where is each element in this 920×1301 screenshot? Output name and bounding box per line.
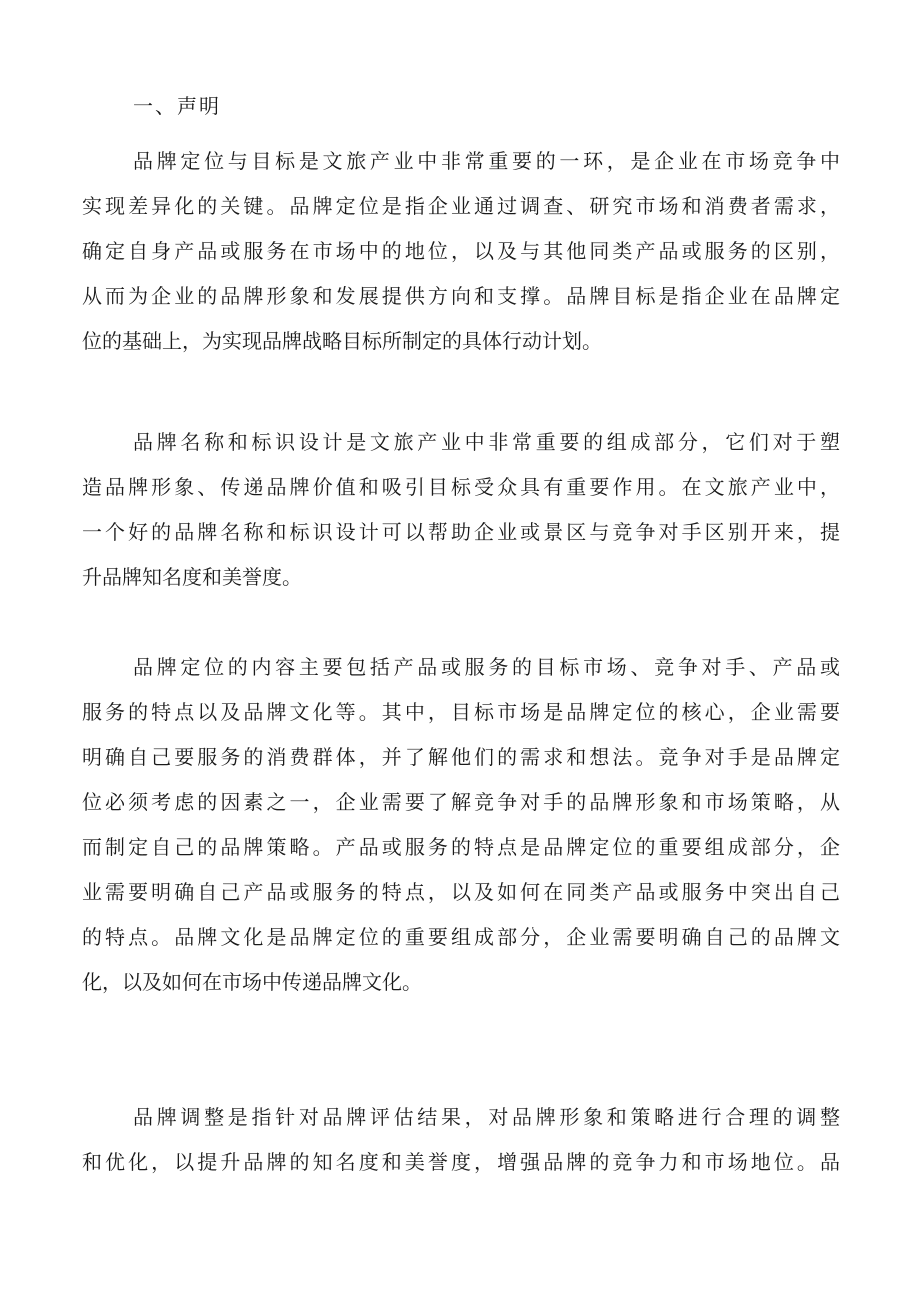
paragraph-4 [82,1095,840,1185]
paragraph-line: 明确自己要服务的消费群体，并了解他们的需求和想法。竞争对手是品牌定 [82,745,840,769]
paragraph-line: 品牌定位的内容主要包括产品或服务的目标市场、竞争对手、产品或 [133,655,840,679]
paragraph-line: 位必须考虑的因素之一，企业需要了解竞争对手的品牌形象和市场策略，从 [82,790,840,814]
paragraph-line: 化，以及如何在市场中传递品牌文化。 [82,970,422,994]
paragraph-1 [82,139,840,364]
paragraph-line: 而制定自己的品牌策略。产品或服务的特点是品牌定位的重要组成部分，企 [82,835,840,859]
paragraph-line: 品牌名称和标识设计是文旅产业中非常重要的组成部分，它们对于塑 [133,430,840,454]
paragraph-line: 确定自身产品或服务在市场中的地位，以及与其他同类产品或服务的区别， [82,239,840,263]
paragraph-line: 从而为企业的品牌形象和发展提供方向和支撑。品牌目标是指企业在品牌定 [82,284,840,308]
paragraph-line: 实现差异化的关键。品牌定位是指企业通过调查、研究市场和消费者需求， [82,194,840,218]
paragraph-line: 一个好的品牌名称和标识设计可以帮助企业或景区与竞争对手区别开来，提 [82,520,840,544]
paragraph-line: 业需要明确自己产品或服务的特点，以及如何在同类产品或服务中突出自己 [82,880,840,904]
paragraph-line: 造品牌形象、传递品牌价值和吸引目标受众具有重要作用。在文旅产业中， [82,475,840,499]
paragraph-3 [82,645,840,1005]
paragraph-line: 品牌调整是指针对品牌评估结果，对品牌形象和策略进行合理的调整 [133,1105,840,1129]
section-heading: 一、声明 [133,94,221,118]
paragraph-line: 品牌定位与目标是文旅产业中非常重要的一环，是企业在市场竞争中 [133,149,840,173]
paragraph-line: 位的基础上，为实现品牌战略目标所制定的具体行动计划。 [82,329,602,353]
paragraph-2 [82,420,840,600]
paragraph-line: 升品牌知名度和美誉度。 [82,565,302,589]
paragraph-line: 服务的特点以及品牌文化等。其中，目标市场是品牌定位的核心，企业需要 [82,700,840,724]
paragraph-line: 和优化，以提升品牌的知名度和美誉度，增强品牌的竞争力和市场地位。品 [82,1150,840,1174]
paragraph-line: 的特点。品牌文化是品牌定位的重要组成部分，企业需要明确自己的品牌文 [82,925,840,949]
